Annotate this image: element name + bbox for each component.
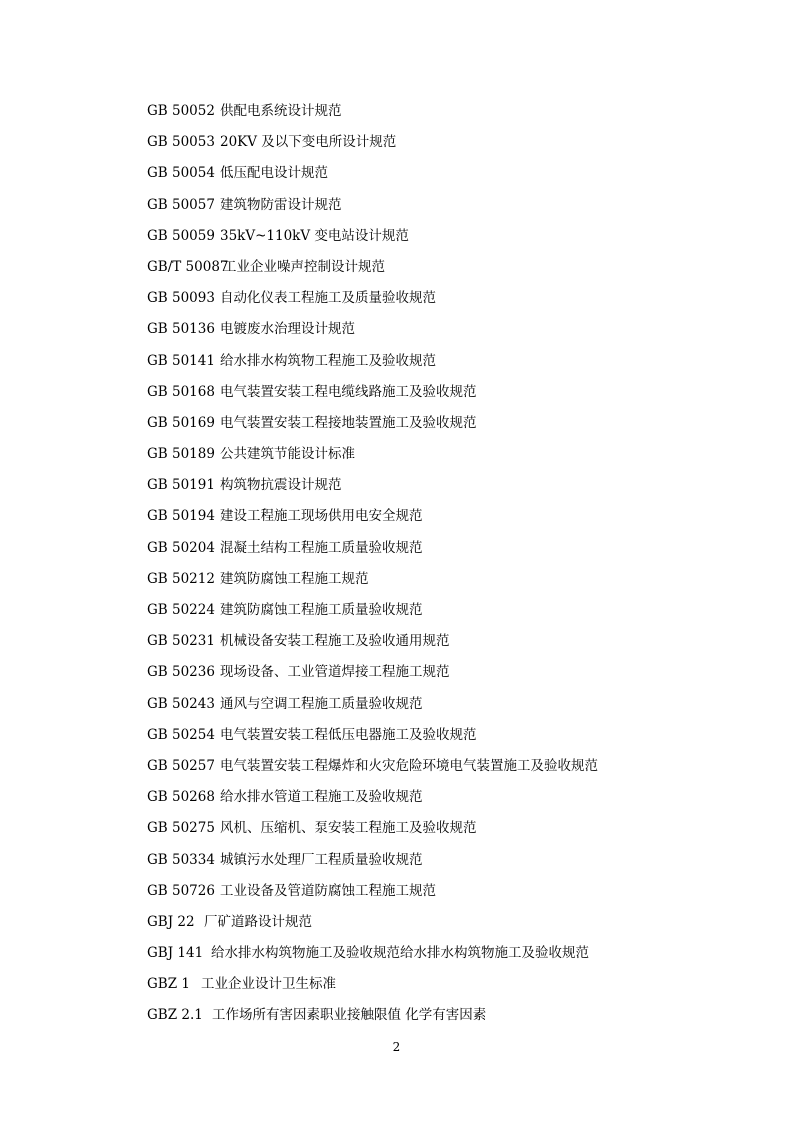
- standard-item: [147, 784, 707, 815]
- standard-title: 工业企业设计卫生标准: [201, 976, 336, 993]
- standard-code: GBZ 2.1: [147, 1007, 203, 1024]
- standard-title: 建设工程施工现场供用电安全规范: [220, 508, 423, 525]
- standard-title: 35kV~110kV 变电站设计规范: [220, 227, 409, 244]
- standard-code: GB 50189: [147, 446, 215, 463]
- standard-item: [147, 285, 707, 316]
- standard-item: [147, 878, 707, 909]
- standard-title: 电气装置安装工程低压电器施工及验收规范: [220, 726, 477, 743]
- standard-code: GB 50275: [147, 820, 215, 837]
- standard-item: [147, 847, 707, 878]
- standard-item: [147, 628, 707, 659]
- standard-title: 工业设备及管道防腐蚀工程施工规范: [220, 882, 436, 899]
- standard-item: [147, 441, 707, 472]
- standard-title: 工作场所有害因素职业接触限值 化学有害因素: [212, 1007, 487, 1024]
- standard-item: [147, 597, 707, 628]
- standard-item: [147, 909, 707, 940]
- standard-code: GB 50231: [147, 633, 215, 650]
- standard-item: [147, 535, 707, 566]
- standard-item: [147, 722, 707, 753]
- standard-code: GB 50726: [147, 882, 215, 899]
- standard-item: [147, 160, 707, 191]
- standard-title: 给水排水管道工程施工及验收规范: [220, 789, 423, 806]
- standard-title: 建筑防腐蚀工程施工规范: [220, 570, 369, 587]
- standard-item: [147, 566, 707, 597]
- standard-title: 机械设备安装工程施工及验收通用规范: [220, 633, 450, 650]
- standard-item: [147, 98, 707, 129]
- standard-title: 低压配电设计规范: [220, 165, 328, 182]
- standard-code: GBJ 141: [147, 945, 204, 962]
- standard-code: GB 50169: [147, 414, 215, 431]
- standard-code: GBJ 22: [147, 913, 195, 930]
- standard-title: 城镇污水处理厂工程质量验收规范: [220, 851, 423, 868]
- standard-title: 给水排水构筑物工程施工及验收规范: [220, 352, 436, 369]
- standard-title: 公共建筑节能设计标准: [220, 446, 355, 463]
- standard-title: 20KV 及以下变电所设计规范: [220, 134, 397, 151]
- standard-item: [147, 316, 707, 347]
- standard-code: GB 50191: [147, 477, 215, 494]
- standard-code: GB 50136: [147, 321, 215, 338]
- standard-item: [147, 503, 707, 534]
- standard-item: [147, 472, 707, 503]
- standard-title: 给水排水构筑物施工及验收规范给水排水构筑物施工及验收规范: [211, 945, 589, 962]
- standard-code: GB/T 50087: [147, 258, 229, 275]
- standard-code: GB 50057: [147, 196, 215, 213]
- standard-item: [147, 1002, 707, 1033]
- standard-title: 工业企业噪声控制设计规范: [223, 258, 385, 275]
- standard-item: [147, 379, 707, 410]
- page-number: 2: [392, 1040, 401, 1054]
- standard-code: GB 50268: [147, 789, 215, 806]
- standard-item: [147, 753, 707, 784]
- standard-code: GBZ 1: [147, 976, 190, 993]
- standard-title: 建筑物防雷设计规范: [220, 196, 342, 213]
- standard-title: 厂矿道路设计规范: [204, 913, 312, 930]
- standard-title: 构筑物抗震设计规范: [220, 477, 342, 494]
- standard-code: GB 50334: [147, 851, 215, 868]
- standard-item: [147, 192, 707, 223]
- standard-item: [147, 254, 707, 285]
- standard-title: 现场设备、工业管道焊接工程施工规范: [220, 664, 450, 681]
- standard-item: [147, 659, 707, 690]
- standard-title: 混凝土结构工程施工质量验收规范: [220, 539, 423, 556]
- standard-title: 自动化仪表工程施工及质量验收规范: [220, 290, 436, 307]
- standard-code: GB 50257: [147, 757, 215, 774]
- standard-item: [147, 815, 707, 846]
- standard-item: [147, 223, 707, 254]
- standard-code: GB 50168: [147, 383, 215, 400]
- standard-code: GB 50243: [147, 695, 215, 712]
- standard-code: GB 50059: [147, 227, 215, 244]
- standard-code: GB 50224: [147, 602, 215, 618]
- standard-title: 电气装置安装工程爆炸和火灾危险环境电气装置施工及验收规范: [220, 757, 598, 774]
- standard-title: 通风与空调工程施工质量验收规范: [220, 695, 423, 712]
- standard-code: GB 50254: [147, 726, 215, 743]
- standard-item: [147, 129, 707, 160]
- standard-item: [147, 940, 707, 971]
- standard-item: [147, 348, 707, 379]
- standard-code: GB 50093: [147, 290, 215, 307]
- standard-title: 风机、压缩机、泵安装工程施工及验收规范: [220, 820, 477, 837]
- standard-item: [147, 691, 707, 722]
- standard-title: 电镀废水治理设计规范: [220, 321, 355, 338]
- standard-code: GB 50236: [147, 664, 215, 681]
- standard-title: 电气装置安装工程电缆线路施工及验收规范: [220, 383, 477, 400]
- standard-item: [147, 971, 707, 1002]
- standard-code: GB 50053: [147, 134, 215, 151]
- standard-title: 供配电系统设计规范: [220, 103, 342, 119]
- standards-list: [147, 98, 707, 1034]
- standard-code: GB 50212: [147, 570, 215, 587]
- standard-code: GB 50054: [147, 165, 215, 182]
- standard-code: GB 50204: [147, 539, 215, 556]
- standard-code: GB 50141: [147, 352, 215, 369]
- standard-code: GB 50052: [147, 103, 215, 119]
- standard-title: 电气装置安装工程接地装置施工及验收规范: [220, 414, 477, 431]
- standard-title: 建筑防腐蚀工程施工质量验收规范: [220, 602, 423, 618]
- standard-item: [147, 410, 707, 441]
- standard-code: GB 50194: [147, 508, 215, 525]
